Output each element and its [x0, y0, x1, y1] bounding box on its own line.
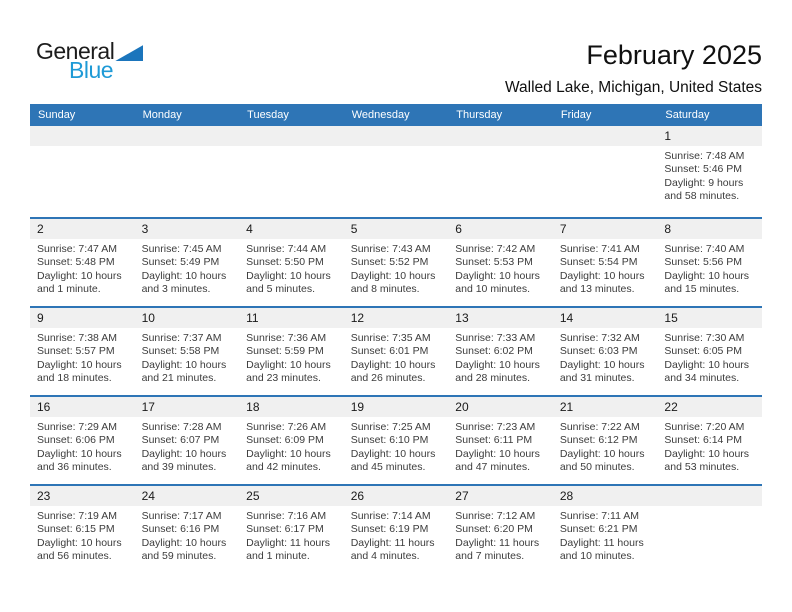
day-cell-9 [30, 308, 135, 395]
day-details [553, 417, 658, 475]
daylight-text-line1: Daylight: 10 hours [350, 269, 436, 282]
day-number: 7 [553, 219, 658, 239]
day-number: 26 [344, 486, 449, 506]
daylight-text-line1: Daylight: 10 hours [559, 447, 645, 460]
day-details [553, 328, 658, 386]
daylight-text-line1: Daylight: 10 hours [350, 358, 436, 371]
day-cell-1 [657, 126, 762, 217]
day-number: 5 [344, 219, 449, 239]
daylight-text-line1: Daylight: 10 hours [37, 536, 122, 549]
day-details [448, 417, 553, 475]
sunrise-text: Sunrise: 7:42 AM [455, 243, 536, 255]
day-cell-13 [448, 308, 553, 395]
daylight-text-line2: and 1 minute. [246, 550, 310, 563]
sunrise-text: Sunrise: 7:17 AM [141, 510, 222, 522]
sunrise-text: Sunrise: 7:45 AM [141, 243, 222, 255]
sunset-text: Sunset: 6:12 PM [559, 434, 638, 447]
daylight-text-line2: and 5 minutes. [246, 283, 316, 296]
day-number: 17 [135, 397, 240, 417]
sunset-text: Sunset: 5:53 PM [455, 256, 533, 269]
day-cell-2 [30, 219, 135, 306]
day-details [657, 417, 762, 475]
day-number: 3 [135, 219, 240, 239]
daylight-text-line2: and 39 minutes. [141, 461, 217, 474]
sunrise-text: Sunrise: 7:20 AM [664, 421, 745, 433]
daylight-text-line2: and 53 minutes. [664, 461, 740, 474]
sunrise-text: Sunrise: 7:26 AM [246, 421, 327, 433]
daylight-text-line1: Daylight: 11 hours [455, 536, 540, 549]
weekday-header-friday: Friday [560, 109, 592, 121]
day-details [448, 506, 553, 564]
sunset-text: Sunset: 6:10 PM [350, 434, 429, 447]
day-cell-25 [239, 486, 344, 573]
day-cell-10 [135, 308, 240, 395]
day-number: 28 [553, 486, 658, 506]
sunrise-text: Sunrise: 7:28 AM [141, 421, 222, 433]
daylight-text-line2: and 34 minutes. [664, 372, 740, 385]
day-cell-21 [553, 397, 658, 484]
daylight-text-line2: and 47 minutes. [455, 461, 530, 474]
day-cell-6 [448, 219, 553, 306]
day-number: 1 [657, 126, 762, 146]
week-row-5 [30, 484, 762, 573]
calendar-table [30, 104, 762, 573]
daylight-text-line1: Daylight: 10 hours [455, 269, 540, 282]
day-details [344, 328, 449, 386]
daylight-text-line2: and 18 minutes. [37, 372, 112, 385]
sunset-text: Sunset: 6:07 PM [141, 434, 220, 447]
sunset-text: Sunset: 6:17 PM [246, 523, 324, 536]
day-cell-16 [30, 397, 135, 484]
day-cell-empty [344, 126, 449, 217]
sunrise-text: Sunrise: 7:30 AM [664, 332, 745, 344]
sunset-text: Sunset: 6:19 PM [350, 523, 429, 536]
daylight-text-line2: and 4 minutes. [350, 550, 420, 563]
day-cell-5 [344, 219, 449, 306]
sunrise-text: Sunrise: 7:41 AM [559, 243, 640, 255]
day-cell-15 [657, 308, 762, 395]
day-cell-12 [344, 308, 449, 395]
location-subtitle: Walled Lake, Michigan, United States [504, 79, 762, 96]
day-cell-8 [657, 219, 762, 306]
day-cell-3 [135, 219, 240, 306]
sunrise-text: Sunrise: 7:29 AM [37, 421, 117, 433]
logo-text-general: General [36, 38, 115, 64]
sunset-text: Sunset: 5:46 PM [664, 163, 743, 176]
day-cell-24 [135, 486, 240, 573]
day-details [135, 239, 240, 297]
sunrise-text: Sunrise: 7:14 AM [350, 510, 431, 522]
day-cell-20 [448, 397, 553, 484]
daylight-text-line2: and 1 minute. [37, 283, 101, 296]
sunrise-text: Sunrise: 7:35 AM [350, 332, 431, 344]
day-details [239, 417, 344, 475]
daylight-text-line1: Daylight: 11 hours [246, 536, 330, 549]
daylight-text-line1: Daylight: 10 hours [559, 358, 645, 371]
week-row-4 [30, 395, 762, 484]
day-cell-7 [553, 219, 658, 306]
daylight-text-line1: Daylight: 10 hours [246, 447, 331, 460]
daylight-text-line2: and 8 minutes. [350, 283, 420, 296]
sunset-text: Sunset: 5:52 PM [350, 256, 429, 269]
day-details [30, 328, 135, 386]
sunset-text: Sunset: 6:20 PM [455, 523, 533, 536]
sunset-text: Sunset: 5:56 PM [664, 256, 743, 269]
day-number: 22 [657, 397, 762, 417]
weekday-header-wednesday: Wednesday [351, 109, 410, 121]
sunrise-text: Sunrise: 7:16 AM [246, 510, 327, 522]
sunrise-text: Sunrise: 7:40 AM [664, 243, 745, 255]
sunset-text: Sunset: 6:11 PM [455, 434, 533, 447]
day-number: 24 [135, 486, 240, 506]
sunset-text: Sunset: 6:09 PM [246, 434, 324, 447]
day-details [553, 506, 658, 564]
daylight-text-line1: Daylight: 10 hours [37, 269, 122, 282]
daylight-text-line2: and 45 minutes. [350, 461, 426, 474]
day-cell-empty [657, 486, 762, 573]
sunrise-text: Sunrise: 7:22 AM [559, 421, 640, 433]
sunrise-text: Sunrise: 7:25 AM [350, 421, 431, 433]
day-details [657, 239, 762, 297]
day-number: 20 [448, 397, 553, 417]
sunset-text: Sunset: 5:48 PM [37, 256, 115, 269]
day-details [135, 506, 240, 564]
daylight-text-line2: and 58 minutes. [664, 190, 740, 203]
sunrise-text: Sunrise: 7:19 AM [37, 510, 117, 522]
daylight-text-line2: and 23 minutes. [246, 372, 321, 385]
day-cell-empty [239, 126, 344, 217]
weekday-header-sunday: Sunday [38, 109, 76, 121]
day-number: 2 [30, 219, 135, 239]
day-details [448, 328, 553, 386]
day-cell-26 [344, 486, 449, 573]
sunset-text: Sunset: 6:02 PM [455, 345, 533, 358]
daylight-text-line2: and 13 minutes. [559, 283, 635, 296]
day-number: 15 [657, 308, 762, 328]
sunrise-text: Sunrise: 7:36 AM [246, 332, 327, 344]
daylight-text-line1: Daylight: 10 hours [37, 358, 122, 371]
daylight-text-line1: Daylight: 10 hours [455, 358, 540, 371]
sunrise-text: Sunrise: 7:38 AM [37, 332, 117, 344]
weekday-header-row [30, 104, 762, 126]
daylight-text-line2: and 36 minutes. [37, 461, 112, 474]
daylight-text-line2: and 15 minutes. [664, 283, 740, 296]
day-number: 16 [30, 397, 135, 417]
daylight-text-line1: Daylight: 10 hours [141, 447, 227, 460]
weekday-header-tuesday: Tuesday [247, 109, 289, 121]
daylight-text-line2: and 26 minutes. [350, 372, 426, 385]
sunset-text: Sunset: 6:06 PM [37, 434, 115, 447]
day-cell-14 [553, 308, 658, 395]
daylight-text-line1: Daylight: 11 hours [350, 536, 435, 549]
day-number: 10 [135, 308, 240, 328]
day-number: 25 [239, 486, 344, 506]
daylight-text-line1: Daylight: 10 hours [37, 447, 122, 460]
sunset-text: Sunset: 6:05 PM [664, 345, 743, 358]
logo-text-blue: Blue [69, 57, 114, 83]
day-cell-17 [135, 397, 240, 484]
daylight-text-line2: and 56 minutes. [37, 550, 112, 563]
day-number: 9 [30, 308, 135, 328]
sunset-text: Sunset: 6:14 PM [664, 434, 743, 447]
day-number: 12 [344, 308, 449, 328]
daylight-text-line2: and 31 minutes. [559, 372, 635, 385]
day-details [657, 146, 762, 204]
day-number: 8 [657, 219, 762, 239]
day-number [553, 126, 658, 146]
sunrise-text: Sunrise: 7:47 AM [37, 243, 117, 255]
day-number: 4 [239, 219, 344, 239]
daylight-text-line1: Daylight: 10 hours [141, 358, 227, 371]
daylight-text-line1: Daylight: 9 hours [664, 176, 744, 189]
day-number: 11 [239, 308, 344, 328]
month-title: February 2025 [586, 40, 762, 70]
day-cell-19 [344, 397, 449, 484]
day-number: 18 [239, 397, 344, 417]
day-number: 14 [553, 308, 658, 328]
daylight-text-line1: Daylight: 10 hours [246, 269, 331, 282]
day-details [239, 328, 344, 386]
day-details [30, 239, 135, 297]
day-number [344, 126, 449, 146]
day-details [344, 417, 449, 475]
daylight-text-line1: Daylight: 10 hours [455, 447, 540, 460]
daylight-text-line2: and 42 minutes. [246, 461, 321, 474]
day-cell-empty [30, 126, 135, 217]
day-number: 19 [344, 397, 449, 417]
sunset-text: Sunset: 5:57 PM [37, 345, 115, 358]
sunrise-text: Sunrise: 7:23 AM [455, 421, 536, 433]
day-details [135, 417, 240, 475]
daylight-text-line2: and 3 minutes. [141, 283, 211, 296]
day-cell-22 [657, 397, 762, 484]
weeks-container [30, 126, 762, 573]
day-cell-23 [30, 486, 135, 573]
sunset-text: Sunset: 6:15 PM [37, 523, 115, 536]
day-cell-4 [239, 219, 344, 306]
sunset-text: Sunset: 5:58 PM [141, 345, 220, 358]
daylight-text-line2: and 7 minutes. [455, 550, 525, 563]
weekday-header-saturday: Saturday [665, 109, 710, 121]
sunrise-text: Sunrise: 7:48 AM [664, 150, 745, 162]
sunset-text: Sunset: 6:21 PM [559, 523, 638, 536]
daylight-text-line2: and 50 minutes. [559, 461, 635, 474]
day-details [344, 239, 449, 297]
day-cell-18 [239, 397, 344, 484]
daylight-text-line1: Daylight: 10 hours [664, 269, 750, 282]
daylight-text-line2: and 10 minutes. [559, 550, 635, 563]
daylight-text-line2: and 10 minutes. [455, 283, 530, 296]
sunrise-text: Sunrise: 7:32 AM [559, 332, 640, 344]
day-cell-empty [448, 126, 553, 217]
daylight-text-line1: Daylight: 10 hours [664, 447, 750, 460]
day-number: 6 [448, 219, 553, 239]
day-number [657, 486, 762, 506]
sunrise-text: Sunrise: 7:33 AM [455, 332, 536, 344]
day-details [239, 506, 344, 564]
weekday-header-thursday: Thursday [456, 109, 503, 121]
daylight-text-line2: and 21 minutes. [141, 372, 217, 385]
sunset-text: Sunset: 6:01 PM [350, 345, 429, 358]
daylight-text-line2: and 28 minutes. [455, 372, 530, 385]
general-blue-logo [36, 40, 143, 81]
day-number: 13 [448, 308, 553, 328]
weekday-header-monday: Monday [142, 109, 182, 121]
week-row-1 [30, 126, 762, 217]
sunset-text: Sunset: 6:16 PM [141, 523, 220, 536]
week-row-2 [30, 217, 762, 306]
daylight-text-line1: Daylight: 10 hours [664, 358, 750, 371]
daylight-text-line1: Daylight: 10 hours [141, 536, 227, 549]
sunrise-text: Sunrise: 7:11 AM [559, 510, 640, 522]
day-number [239, 126, 344, 146]
day-details [657, 328, 762, 386]
day-details [553, 239, 658, 297]
daylight-text-line1: Daylight: 11 hours [559, 536, 644, 549]
week-row-3 [30, 306, 762, 395]
sunrise-text: Sunrise: 7:12 AM [455, 510, 536, 522]
sunset-text: Sunset: 5:50 PM [246, 256, 324, 269]
daylight-text-line1: Daylight: 10 hours [559, 269, 645, 282]
sunset-text: Sunset: 5:59 PM [246, 345, 324, 358]
day-cell-28 [553, 486, 658, 573]
day-details [30, 506, 135, 564]
sunrise-text: Sunrise: 7:44 AM [246, 243, 327, 255]
day-details [448, 239, 553, 297]
sunrise-text: Sunrise: 7:37 AM [141, 332, 222, 344]
sunset-text: Sunset: 6:03 PM [559, 345, 638, 358]
day-details [30, 417, 135, 475]
day-cell-11 [239, 308, 344, 395]
day-number: 23 [30, 486, 135, 506]
day-details [239, 239, 344, 297]
day-details [344, 506, 449, 564]
day-number [135, 126, 240, 146]
day-cell-27 [448, 486, 553, 573]
day-number: 21 [553, 397, 658, 417]
day-number [30, 126, 135, 146]
day-cell-empty [553, 126, 658, 217]
daylight-text-line1: Daylight: 10 hours [350, 447, 436, 460]
sunset-text: Sunset: 5:49 PM [141, 256, 220, 269]
day-number: 27 [448, 486, 553, 506]
day-cell-empty [135, 126, 240, 217]
daylight-text-line2: and 59 minutes. [141, 550, 217, 563]
sunrise-text: Sunrise: 7:43 AM [350, 243, 431, 255]
day-details [135, 328, 240, 386]
daylight-text-line1: Daylight: 10 hours [141, 269, 227, 282]
daylight-text-line1: Daylight: 10 hours [246, 358, 331, 371]
day-number [448, 126, 553, 146]
sunset-text: Sunset: 5:54 PM [559, 256, 638, 269]
